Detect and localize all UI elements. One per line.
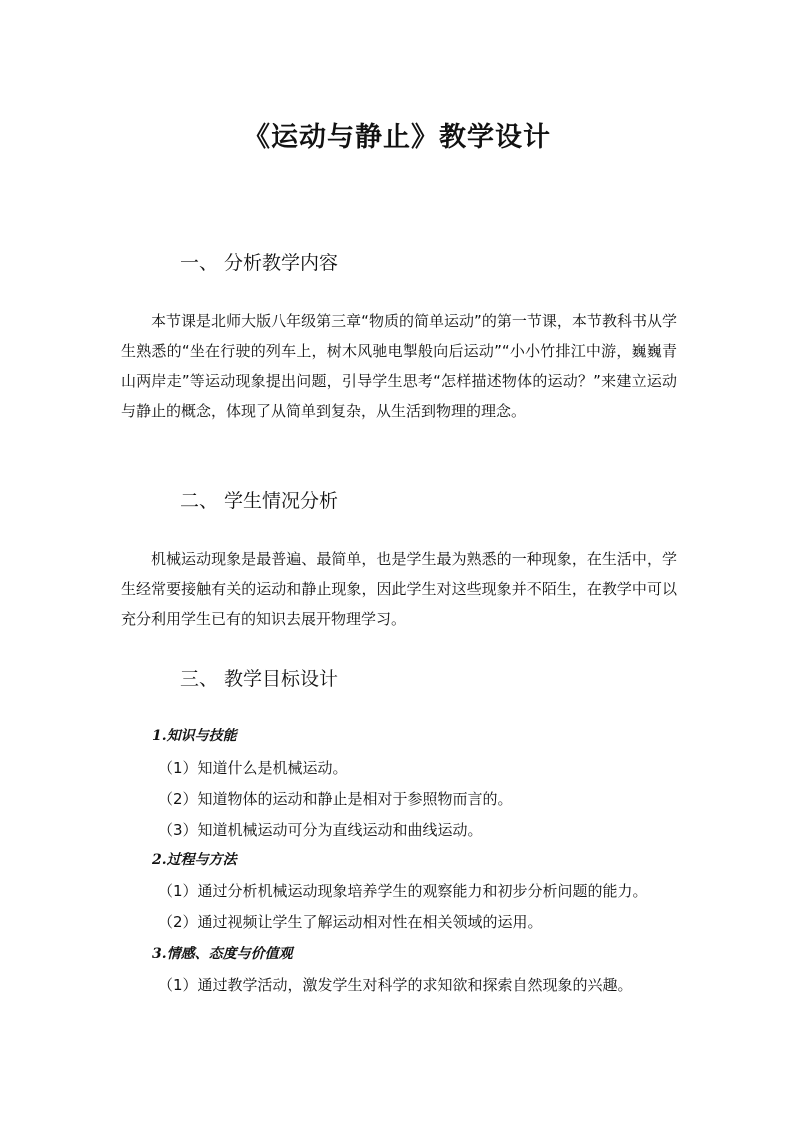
- goal-item: （1）通过教学活动，激发学生对科学的求知欲和探索自然现象的兴趣。: [158, 976, 633, 994]
- section-number: 二、: [180, 490, 219, 512]
- document-title: 《运动与静止》教学设计: [243, 122, 551, 153]
- goal-label-process: 2.过程与方法: [152, 852, 237, 868]
- section-title: 教学目标设计: [224, 668, 339, 690]
- section-paragraph-2: 机械运动现象是最普遍、最简单，也是学生最为熟悉的一种现象，在生活中，学生经常要接触有关的运动和静止现象，因此学生对这些现象并不陌生，在教学中可以充分利用学生已有的知识去展开物理学习。: [121, 550, 677, 628]
- goal-label-attitude: 3.情感、态度与价值观: [152, 946, 293, 962]
- section-paragraph-1: 本节课是北师大版八年级第三章“物质的简单运动”的第一节课，本节教科书从学生熟悉的“坐在行驶的列车上，树木风驰电掣般向后运动”“小小竹排江中游，巍巍青山两岸走”等运动现象提出问题，引导学生思考“怎样描述物体的运动？”来建立运动与静止的概念，体现了从简单到复杂，从生活到物理的理念。: [121, 312, 677, 420]
- goal-item: （2）知道物体的运动和静止是相对于参照物而言的。: [158, 790, 513, 808]
- section-title: 分析教学内容: [224, 252, 339, 274]
- goal-item: （3）知道机械运动可分为直线运动和曲线运动。: [158, 821, 483, 839]
- section-title: 学生情况分析: [224, 490, 339, 512]
- section-number: 三、: [180, 668, 219, 690]
- section-heading-2: [180, 486, 338, 516]
- goal-label-knowledge: 1.知识与技能: [152, 728, 237, 744]
- goal-item: （1）知道什么是机械运动。: [158, 759, 348, 777]
- section-heading-1: [180, 248, 338, 278]
- section-number: 一、: [180, 252, 219, 274]
- section-heading-3: [180, 664, 338, 694]
- goal-item: （1）通过分析机械运动现象培养学生的观察能力和初步分析问题的能力。: [158, 882, 648, 900]
- goal-item: （2）通过视频让学生了解运动相对性在相关领域的运用。: [158, 913, 543, 931]
